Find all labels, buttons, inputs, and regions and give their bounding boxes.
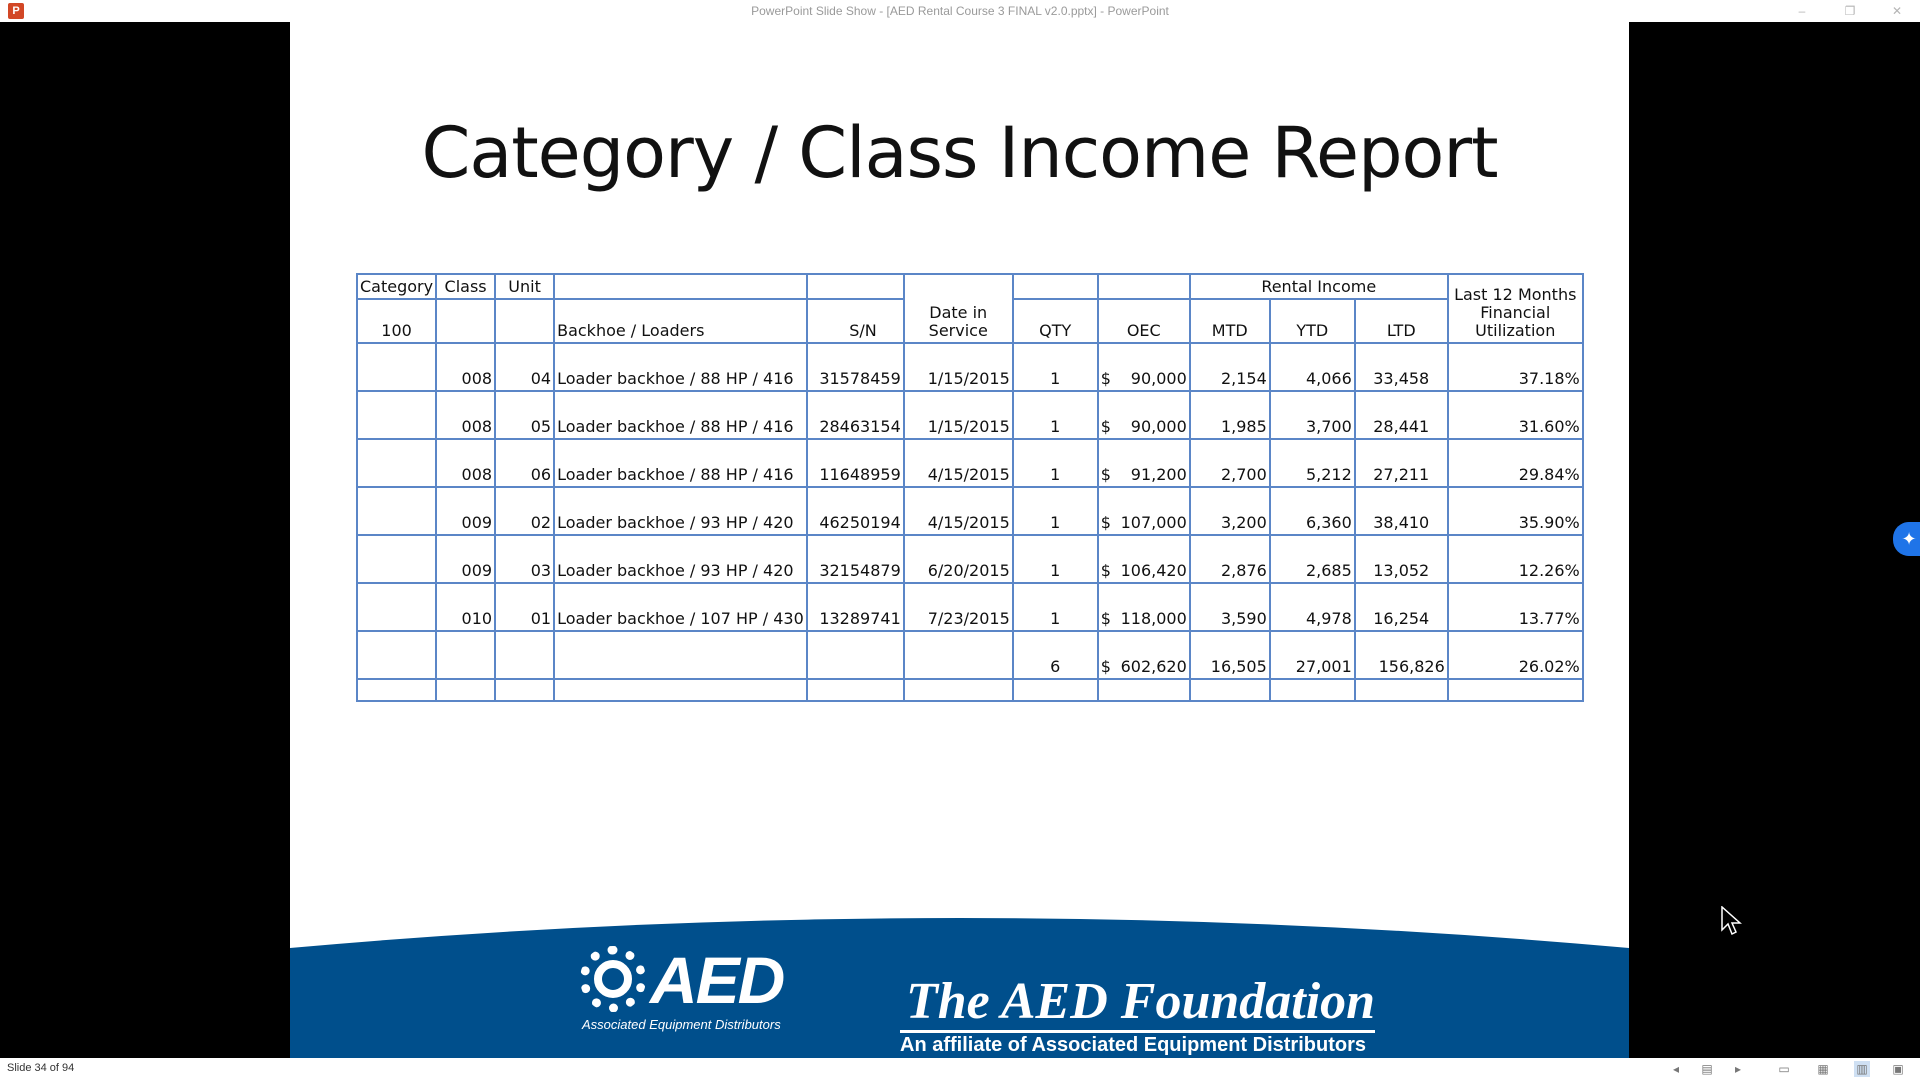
sn-cell: 31578459 <box>807 343 904 391</box>
reading-view-icon[interactable]: ▥ <box>1854 1061 1870 1077</box>
cell-blank <box>436 631 495 679</box>
aed-subtitle: Associated Equipment Distributors <box>582 1017 781 1032</box>
currency-symbol: $ <box>1100 561 1111 580</box>
ytd-cell: 4,066 <box>1270 343 1355 391</box>
income-report-table <box>356 273 1584 702</box>
aed-logo <box>580 944 815 1036</box>
description-header: Backhoe / Loaders <box>554 299 807 343</box>
utilization-cell: 29.84% <box>1448 439 1583 487</box>
oec-cell <box>1098 535 1190 583</box>
unit-cell: 05 <box>495 391 554 439</box>
aed-wordmark: AED <box>650 943 784 1017</box>
window-title: PowerPoint Slide Show - [AED Rental Course 3 FINAL v2.0.pptx] - PowerPoint <box>751 4 1169 18</box>
ltd-cell: 38,410 <box>1355 487 1448 535</box>
table-row <box>357 535 1583 583</box>
header-blank <box>495 299 554 343</box>
cell-blank <box>495 631 554 679</box>
slide-title: Category / Class Income Report <box>421 112 1498 194</box>
restore-button[interactable]: ❐ <box>1844 4 1856 18</box>
sn-cell: 11648959 <box>807 439 904 487</box>
ltd-cell: 28,441 <box>1355 391 1448 439</box>
mtd-cell: 2,154 <box>1190 343 1270 391</box>
cell-blank <box>554 679 807 701</box>
ytd-cell: 5,212 <box>1270 439 1355 487</box>
slideshow-icon[interactable]: ▣ <box>1892 1062 1904 1076</box>
class-cell: 008 <box>436 343 495 391</box>
ltd-cell: 33,458 <box>1355 343 1448 391</box>
cell-blank <box>357 343 436 391</box>
minimize-button[interactable]: – <box>1798 4 1806 18</box>
oec-value: 90,000 <box>1130 369 1187 388</box>
rental-income-header: Rental Income <box>1190 274 1448 299</box>
oec-value: 91,200 <box>1130 465 1187 484</box>
ltd-cell: 16,254 <box>1355 583 1448 631</box>
header-blank <box>1098 274 1190 299</box>
oec-value: 118,000 <box>1120 609 1187 628</box>
currency-symbol: $ <box>1100 417 1111 436</box>
cell-blank <box>1013 679 1098 701</box>
cell-blank <box>357 487 436 535</box>
header-blank <box>807 274 904 299</box>
sn-cell: 13289741 <box>807 583 904 631</box>
description-cell: Loader backhoe / 88 HP / 416 <box>554 343 807 391</box>
header-blank <box>1013 274 1098 299</box>
mtd-cell: 3,200 <box>1190 487 1270 535</box>
mtd-cell: 2,876 <box>1190 535 1270 583</box>
table-empty-row <box>357 679 1583 701</box>
date-cell: 4/15/2015 <box>904 439 1013 487</box>
total-mtd-cell: 16,505 <box>1190 631 1270 679</box>
normal-view-icon[interactable]: ▭ <box>1778 1062 1790 1076</box>
class-cell: 008 <box>436 391 495 439</box>
category-value: 100 <box>357 299 436 343</box>
cell-blank <box>495 679 554 701</box>
ltd-cell: 13,052 <box>1355 535 1448 583</box>
cell-blank <box>1355 679 1448 701</box>
unit-cell: 04 <box>495 343 554 391</box>
description-cell: Loader backhoe / 93 HP / 420 <box>554 535 807 583</box>
unit-header: Unit <box>495 274 554 299</box>
qty-cell: 1 <box>1013 391 1098 439</box>
table-row <box>357 439 1583 487</box>
total-utilization-cell: 26.02% <box>1448 631 1583 679</box>
foundation-title: The AED Foundation <box>906 973 1376 1030</box>
mtd-header: MTD <box>1190 299 1270 343</box>
utilization-header: Last 12 Months Financial Utilization <box>1448 274 1583 343</box>
slide-sorter-icon[interactable]: ▦ <box>1817 1062 1829 1076</box>
foundation-subtitle: An affiliate of Associated Equipment Distributors <box>900 1030 1375 1057</box>
ytd-header: YTD <box>1270 299 1355 343</box>
currency-symbol: $ <box>1100 513 1111 532</box>
description-cell: Loader backhoe / 107 HP / 430 <box>554 583 807 631</box>
oec-cell <box>1098 487 1190 535</box>
oec-header: OEC <box>1098 299 1190 343</box>
table-header-row <box>357 274 1583 299</box>
currency-symbol: $ <box>1100 465 1111 484</box>
class-cell: 008 <box>436 439 495 487</box>
cell-blank <box>904 631 1013 679</box>
status-bar <box>0 1058 1920 1080</box>
cell-blank <box>1098 679 1190 701</box>
total-oec-cell <box>1098 631 1190 679</box>
date-cell: 6/20/2015 <box>904 535 1013 583</box>
qty-cell: 1 <box>1013 439 1098 487</box>
unit-cell: 02 <box>495 487 554 535</box>
utilization-cell: 31.60% <box>1448 391 1583 439</box>
powerpoint-app-icon[interactable]: P <box>8 3 24 19</box>
sn-cell: 46250194 <box>807 487 904 535</box>
table-total-row <box>357 631 1583 679</box>
utilization-cell: 12.26% <box>1448 535 1583 583</box>
total-ltd-cell: 156,826 <box>1355 631 1448 679</box>
ytd-cell: 2,685 <box>1270 535 1355 583</box>
qty-header: QTY <box>1013 299 1098 343</box>
mouse-cursor-icon <box>1721 906 1743 938</box>
ltd-header: LTD <box>1355 299 1448 343</box>
table-row <box>357 487 1583 535</box>
cell-blank <box>554 631 807 679</box>
cell-blank <box>357 439 436 487</box>
ytd-cell: 4,978 <box>1270 583 1355 631</box>
oec-cell <box>1098 343 1190 391</box>
ytd-cell: 3,700 <box>1270 391 1355 439</box>
cell-blank <box>1270 679 1355 701</box>
previous-slide-icon[interactable]: ◂ <box>1672 1062 1680 1076</box>
oec-value: 90,000 <box>1130 417 1187 436</box>
total-oec-value: 602,620 <box>1120 657 1187 676</box>
oec-value: 106,420 <box>1120 561 1187 580</box>
description-cell: Loader backhoe / 88 HP / 416 <box>554 439 807 487</box>
sn-header: S/N <box>807 299 904 343</box>
qty-cell: 1 <box>1013 535 1098 583</box>
qty-cell: 1 <box>1013 487 1098 535</box>
close-button[interactable]: ✕ <box>1891 4 1903 18</box>
sn-cell: 28463154 <box>807 391 904 439</box>
utilization-cell: 13.77% <box>1448 583 1583 631</box>
sn-cell: 32154879 <box>807 535 904 583</box>
date-cell: 1/15/2015 <box>904 343 1013 391</box>
unit-cell: 06 <box>495 439 554 487</box>
class-cell: 010 <box>436 583 495 631</box>
description-cell: Loader backhoe / 93 HP / 420 <box>554 487 807 535</box>
date-cell: 7/23/2015 <box>904 583 1013 631</box>
header-blank <box>436 299 495 343</box>
table-row <box>357 343 1583 391</box>
date-in-service-header: Date in Service <box>904 274 1013 343</box>
ltd-cell: 27,211 <box>1355 439 1448 487</box>
oec-value: 107,000 <box>1120 513 1187 532</box>
total-ytd-cell: 27,001 <box>1270 631 1355 679</box>
cell-blank <box>1190 679 1270 701</box>
description-cell: Loader backhoe / 88 HP / 416 <box>554 391 807 439</box>
cell-blank <box>807 679 904 701</box>
class-header: Class <box>436 274 495 299</box>
oec-cell <box>1098 583 1190 631</box>
utilization-cell: 37.18% <box>1448 343 1583 391</box>
qty-cell: 1 <box>1013 343 1098 391</box>
unit-cell: 03 <box>495 535 554 583</box>
table-row <box>357 583 1583 631</box>
header-blank <box>554 274 807 299</box>
total-qty-cell: 6 <box>1013 631 1098 679</box>
oec-cell <box>1098 391 1190 439</box>
dropbox-icon[interactable]: ✦ <box>1893 522 1920 556</box>
date-cell: 1/15/2015 <box>904 391 1013 439</box>
unit-cell: 01 <box>495 583 554 631</box>
cell-blank <box>1448 679 1583 701</box>
next-slide-icon[interactable]: ▸ <box>1734 1062 1742 1076</box>
cell-blank <box>357 583 436 631</box>
class-cell: 009 <box>436 487 495 535</box>
currency-symbol: $ <box>1100 369 1111 388</box>
gear-hub-icon <box>594 960 632 998</box>
slide-indicator: Slide 34 of 94 <box>7 1062 75 1074</box>
window-title-bar <box>0 0 1920 22</box>
date-cell: 4/15/2015 <box>904 487 1013 535</box>
cell-blank <box>357 535 436 583</box>
utilization-cell: 35.90% <box>1448 487 1583 535</box>
cell-blank <box>904 679 1013 701</box>
cell-blank <box>357 391 436 439</box>
oec-cell <box>1098 439 1190 487</box>
cell-blank <box>807 631 904 679</box>
notes-icon[interactable]: ▤ <box>1701 1062 1713 1076</box>
cell-blank <box>357 631 436 679</box>
mtd-cell: 3,590 <box>1190 583 1270 631</box>
currency-symbol: $ <box>1100 609 1111 628</box>
ytd-cell: 6,360 <box>1270 487 1355 535</box>
table-row <box>357 391 1583 439</box>
mtd-cell: 2,700 <box>1190 439 1270 487</box>
currency-symbol: $ <box>1100 657 1111 676</box>
mtd-cell: 1,985 <box>1190 391 1270 439</box>
class-cell: 009 <box>436 535 495 583</box>
category-header: Category <box>357 274 436 299</box>
slide-canvas[interactable] <box>290 22 1629 1058</box>
cell-blank <box>436 679 495 701</box>
qty-cell: 1 <box>1013 583 1098 631</box>
aed-foundation-logo <box>900 973 1376 1057</box>
cell-blank <box>357 679 436 701</box>
